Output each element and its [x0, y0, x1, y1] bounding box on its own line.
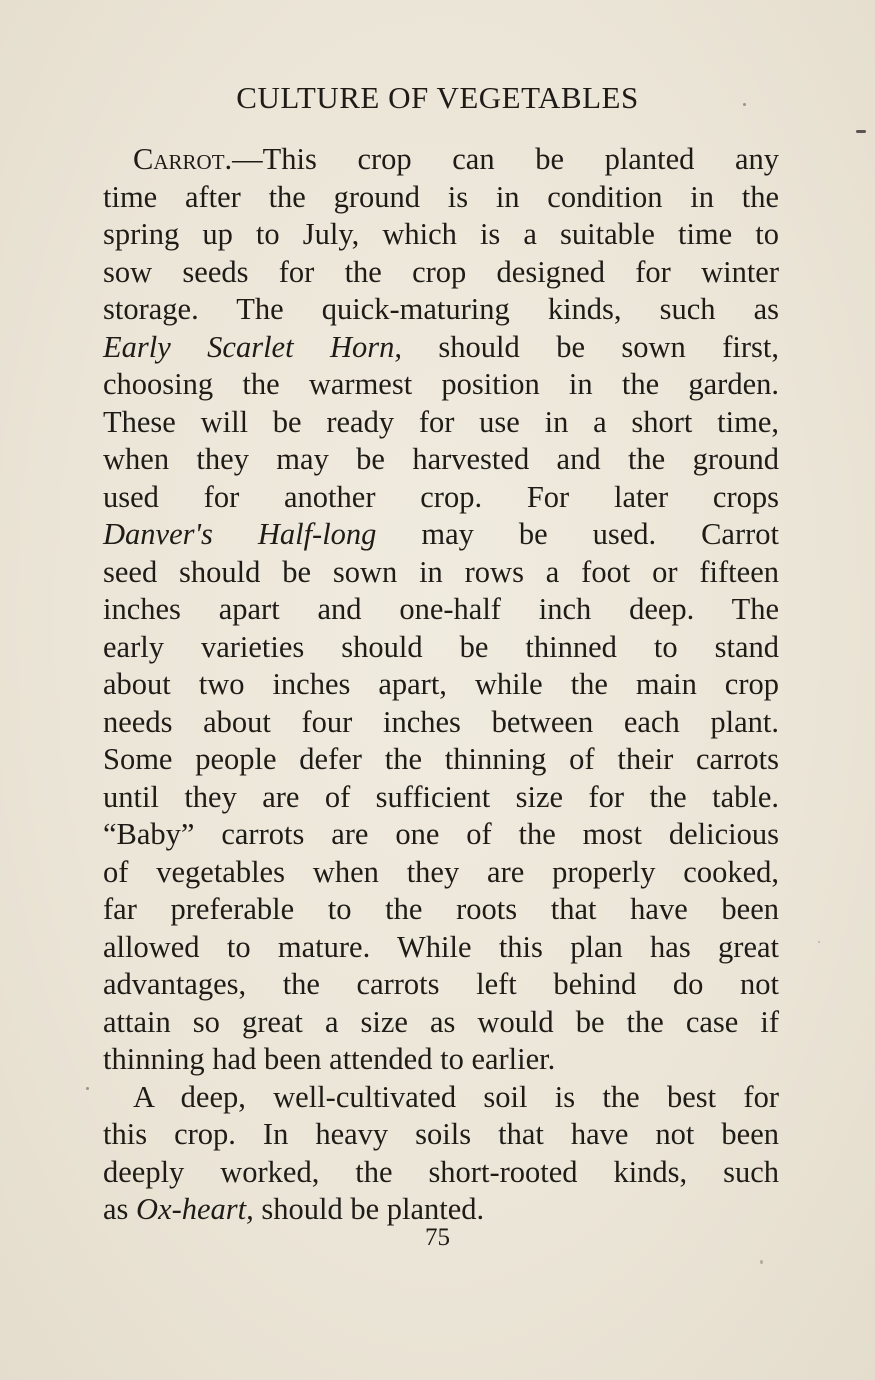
line-text: “Baby” carrots are one of the most delicious	[103, 817, 779, 851]
text-line	[103, 629, 779, 667]
text-line	[103, 1079, 779, 1117]
text-line	[103, 741, 779, 779]
text-line	[103, 254, 779, 292]
text-line	[103, 966, 779, 1004]
paper-speck	[86, 1087, 89, 1090]
line-text: attain so great a size as would be the case if	[103, 1004, 779, 1039]
text-line	[103, 329, 779, 367]
variety-name: Early Scarlet Horn,	[103, 329, 403, 364]
line-text: Some people defer the thinning of their carrots	[103, 742, 779, 776]
text-line	[103, 666, 779, 704]
section-heading: Carrot.	[133, 142, 233, 176]
line-text: used for another crop. For later crops	[103, 479, 779, 514]
variety-name: Danver's Half-long	[103, 517, 377, 551]
line-text: thinning had been attended to earlier.	[103, 1042, 556, 1076]
text-line	[103, 1004, 779, 1042]
text-line	[103, 1154, 779, 1192]
line-text: choosing the warmest position in the garden.	[103, 367, 779, 401]
line-text: advantages, the carrots left behind do not	[103, 967, 779, 1001]
running-head: CULTURE OF VEGETABLES	[236, 80, 639, 115]
line-text: until they are of sufficient size for the table.	[103, 779, 779, 814]
text-line	[103, 1041, 779, 1079]
line-text: time after the ground is in condition in the	[103, 179, 779, 214]
text-line	[103, 704, 779, 742]
paper-speck	[856, 130, 866, 133]
text-line	[103, 516, 779, 554]
text-line	[103, 141, 779, 179]
text-line	[103, 1116, 779, 1154]
text-line	[103, 891, 779, 929]
line-text: early varieties should be thinned to stand	[103, 629, 779, 664]
line-text: inches apart and one-half inch deep. The	[103, 592, 779, 626]
line-text: allowed to mature. While this plan has great	[103, 929, 779, 964]
line-text: storage. The quick-maturing kinds, such as	[103, 292, 779, 326]
text-line	[103, 179, 779, 217]
text-line	[103, 404, 779, 442]
text-line	[103, 554, 779, 592]
text-line	[103, 441, 779, 479]
page-number: 75	[425, 1224, 450, 1251]
line-text: sow seeds for the crop designed for winter	[103, 254, 779, 289]
text-line	[103, 291, 779, 329]
line-text: this crop. In heavy soils that have not been	[103, 1117, 779, 1151]
line-text: about two inches apart, while the main crop	[103, 667, 779, 701]
text-line	[103, 479, 779, 517]
line-text: should be planted.	[253, 1192, 485, 1226]
paragraph-soil	[103, 1079, 779, 1229]
text-line	[103, 779, 779, 817]
line-text: should be sown first,	[402, 329, 779, 364]
line-text: when they may be harvested and the ground	[103, 442, 779, 476]
paper-speck	[818, 941, 820, 943]
line-text: spring up to July, which is a suitable time to	[103, 217, 779, 251]
text-line	[103, 366, 779, 404]
paper-speck	[760, 1260, 763, 1264]
line-text: as	[103, 1192, 137, 1226]
line-text: seed should be sown in rows a foot or fifteen	[103, 554, 779, 589]
line-text: far preferable to the roots that have been	[103, 892, 779, 926]
text-line	[103, 929, 779, 967]
paper-speck	[743, 103, 746, 106]
paragraph-carrot	[103, 141, 779, 1079]
text-line	[103, 1191, 779, 1229]
line-text: These will be ready for use in a short time,	[103, 404, 779, 439]
line-text: —This crop can be planted any	[232, 142, 779, 176]
text-line	[103, 854, 779, 892]
line-text: may be used. Carrot	[376, 517, 780, 551]
line-text: of vegetables when they are properly cooked,	[103, 854, 779, 889]
line-text: A deep, well-cultivated soil is the best for	[133, 1079, 779, 1114]
text-line	[103, 216, 779, 254]
text-line	[103, 816, 779, 854]
body-text	[103, 141, 779, 1229]
line-text: deeply worked, the short-rooted kinds, such	[103, 1154, 779, 1189]
variety-name: Ox-heart,	[136, 1192, 254, 1226]
text-line	[103, 591, 779, 629]
line-text: needs about four inches between each plant.	[103, 704, 779, 739]
